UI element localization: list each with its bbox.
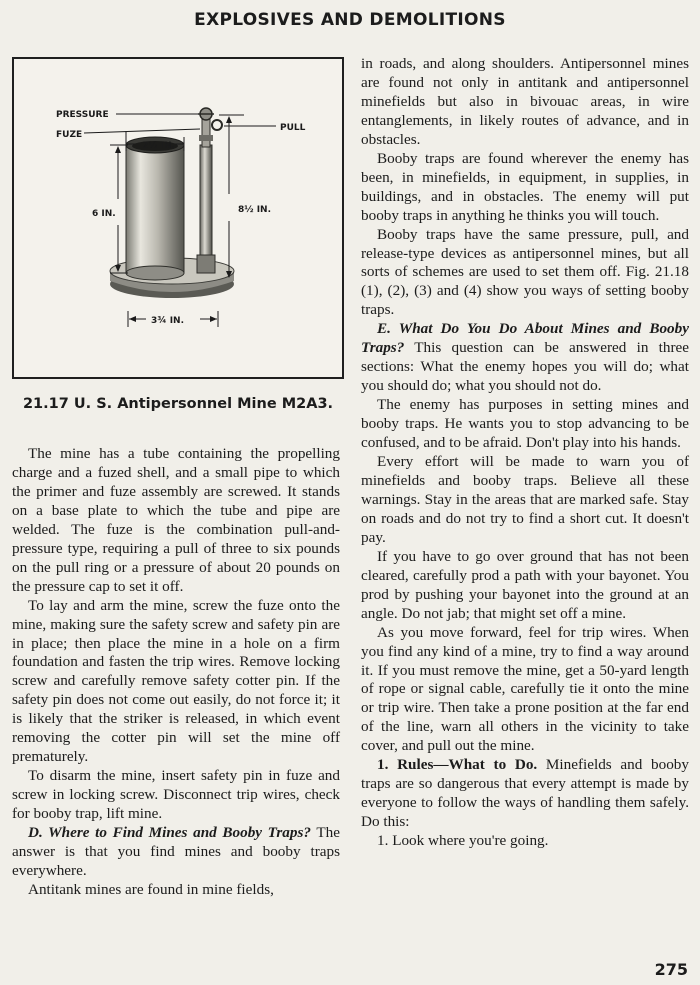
page-number: 275: [654, 960, 688, 979]
paragraph: in roads, and along shoulders. Antipersonnel mines are found not only in antitank and antipersonnel minefields but also in bivouac areas, in wire entanglements, in likely routes of advance, and in obstacles.: [361, 55, 689, 148]
paragraph: The enemy has purposes in setting mines and booby traps. He wants you to stop advancing to be confused, and to be afraid. Don't play into his hands.: [361, 396, 689, 452]
figure-mine-m2a3: [12, 57, 344, 379]
paragraph-text: This question can be answered in three sections: What the enemy hopes you will do; what you should do; what you should not do.: [361, 339, 689, 395]
label-height-total: 8½ IN.: [238, 205, 272, 215]
mine-tube: [126, 145, 184, 273]
fuze-body: [202, 119, 210, 147]
rules-paragraph: [361, 756, 689, 832]
paragraph: Every effort will be made to warn you of minefields and booby traps. Believe all these warnings. Stay in the areas that are marked safe. Stay on roads and do not try to find a short cut. It doesn't pay.: [361, 453, 689, 546]
paragraph: The mine has a tube containing the propelling charge and a fuzed shell, and a small pipe to which the primer and fuze assembly are screwed. It stands on a base plate to which the tube and pipe are welded. The fuze is the combination pull-and-pressure type, requiring a pull of three to six pounds on the pull ring or a pressure of about 20 pounds on the pressure cap to set it off.: [12, 445, 340, 595]
label-width-base: 3¾ IN.: [151, 316, 185, 326]
paragraph: Booby traps are found wherever the enemy has been, in minefields, in equipment, in supplies, in buildings, and in obstacles. The enemy will put booby traps in anything he thinks you will touch.: [361, 149, 689, 224]
paragraph: To disarm the mine, insert safety pin in fuze and screw in locking screw. Disconnect trip wires, check for booby trap, lift mine.: [12, 767, 340, 823]
rules-heading: 1. Rules—What to Do.: [377, 756, 538, 774]
list-item: 1. Look where you're going.: [377, 832, 549, 850]
paragraph: To lay and arm the mine, screw the fuze onto the mine, making sure the safety screw and safety pin are in place; then place the mine in a hole on a firm foundation and fasten the trip wires. Remove locking screw and carefully remove safety cotter pin. If the safety pin does not come out easily, do not force it; it is likely that the striker is released, in which event removing the cotter pin will set the mine off prematurely.: [12, 596, 340, 766]
label-width-top: 2½ IN.: [142, 141, 176, 151]
label-pull: PULL: [280, 123, 306, 133]
label-height-tube: 6 IN.: [92, 209, 116, 219]
paragraph-text: The answer is that you find mines and booby traps everywhere.: [12, 824, 340, 879]
figure-caption: 21.17 U. S. Antipersonnel Mine M2A3.: [22, 396, 334, 412]
fuze-pipe: [200, 145, 212, 273]
label-pressure: PRESSURE: [56, 110, 109, 120]
section-e-paragraph: [361, 320, 689, 396]
right-column: [361, 55, 689, 851]
paragraph: As you move forward, feel for trip wires. When you find any kind of a mine, try to find a way around it. If you must remove the mine, get a 50-yard length of rope or signal cable, carefully tie it onto the mine or trip wire. Then take a prone position at the far end of the line, warn all others in the vicinity to take cover, and pull out the mine.: [361, 623, 689, 755]
label-fuze: FUZE: [56, 130, 83, 140]
paragraph: Antitank mines are found in mine fields,: [28, 880, 274, 898]
section-heading-e: E. What Do You Do About Mines and Booby Traps?: [361, 320, 689, 357]
section-d-paragraph: [12, 824, 340, 881]
mine-illustration: [14, 59, 342, 377]
left-column: [12, 445, 340, 900]
paragraph: Booby traps have the same pressure, pull, and release-type devices as antipersonnel mines, but all sorts of schemes are used to set them off. Fig. 21.18 (1), (2), (3) and (4) show you ways of setting booby traps.: [361, 225, 689, 319]
paragraph-text: Minefields and booby traps are so dangerous that every attempt is made by everyone to follow the ways of handling them safely. Do this:: [361, 756, 689, 831]
section-heading-d: D. Where to Find Mines and Booby Traps?: [28, 824, 311, 842]
pull-ring: [212, 120, 222, 130]
running-head: EXPLOSIVES AND DEMOLITIONS: [194, 10, 506, 30]
paragraph: If you have to go over ground that has not been cleared, carefully prod a path with your bayonet. You prod by pushing your bayonet into the ground at an angle. Do not jab; that might set off a mine.: [361, 547, 689, 622]
